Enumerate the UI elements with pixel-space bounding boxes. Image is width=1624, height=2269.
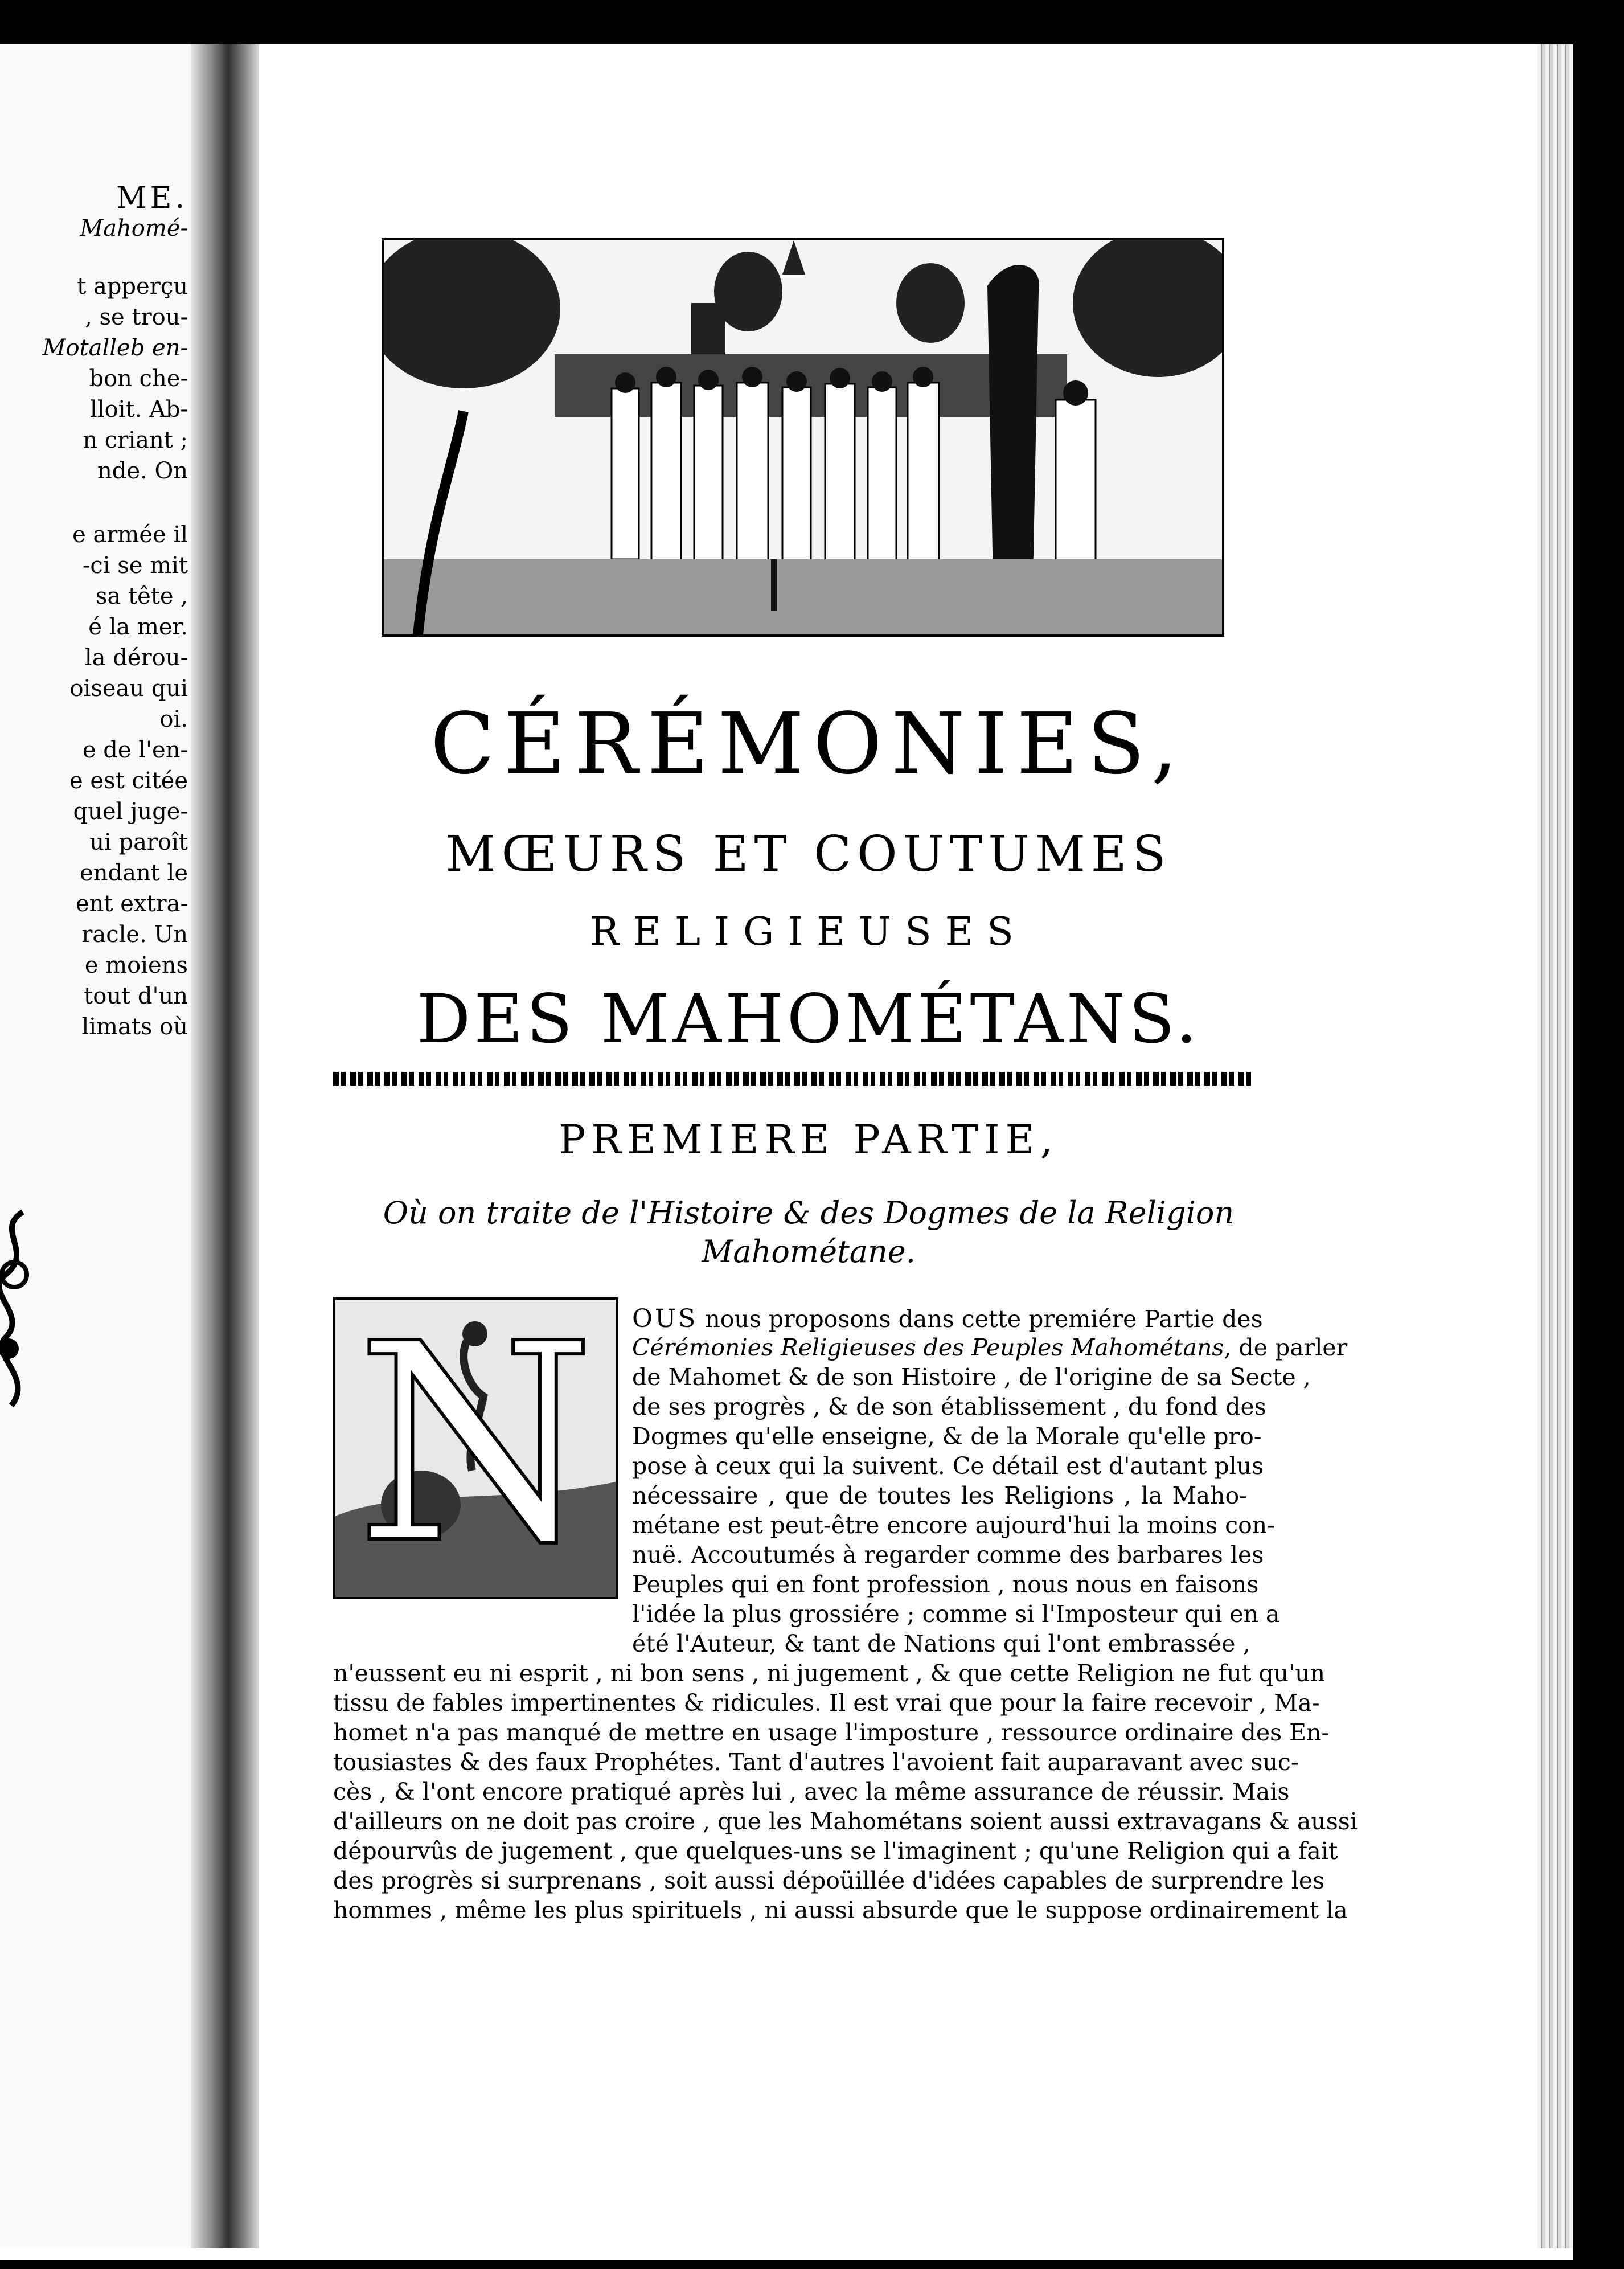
body-line-1-text: nous proposons dans cette premiére Partie des <box>705 1305 1263 1333</box>
body-line-1 <box>632 1304 1263 1333</box>
left-text-line: e armée il <box>72 522 188 548</box>
part-subtitle-line-2: Mahométane. <box>702 1234 916 1269</box>
body-line: cès , & l'ont encore pratiqué après lui , avec la même assurance de réussir. Mais <box>333 1778 1290 1805</box>
left-text-line: oiseau qui <box>69 675 188 702</box>
body-line: n'eussent eu ni esprit , ni bon sens , ni jugement , & que cette Religion ne fut qu'un <box>333 1660 1326 1687</box>
scan-border-bottom <box>0 2260 1624 2269</box>
title-ceremonies: CÉRÉMONIES, <box>430 695 1187 793</box>
left-text-line: ent extra- <box>75 891 188 917</box>
page-edge <box>1537 44 1573 2248</box>
left-text-line: ui paroît <box>89 829 188 855</box>
left-text-line: nde. On <box>97 458 188 484</box>
scan-border-right <box>1573 0 1624 2269</box>
scan-border-top <box>0 0 1624 44</box>
body-line: de Mahomet & de son Histoire , de l'origine de sa Secte , <box>632 1363 1311 1391</box>
left-facing-page <box>0 44 194 2248</box>
ornamental-rule <box>333 1072 1256 1086</box>
left-text-line: la dérou- <box>84 645 188 671</box>
drop-cap-letter: N <box>356 1300 595 1597</box>
left-text-line: Motalleb en- <box>42 335 188 361</box>
part-heading: PREMIERE PARTIE, <box>559 1116 1059 1163</box>
title-mahometans: DES MAHOMÉTANS. <box>416 980 1201 1058</box>
left-page-running-head: Mahomé- <box>80 215 188 241</box>
left-text-line: lloit. Ab- <box>90 396 188 423</box>
body-line: nécessaire , que de toutes les Religions , la Maho- <box>632 1482 1247 1509</box>
left-text-line: limats où <box>81 1014 188 1040</box>
body-line: l'idée la plus grossiére ; comme si l'Imposteur qui en a <box>632 1600 1280 1628</box>
left-text-line: e de l'en- <box>82 737 188 763</box>
left-text-line: tout d'un <box>84 983 188 1009</box>
body-line: Peuples qui en font profession , nous nous en faisons <box>632 1571 1259 1598</box>
left-page-ornament <box>0 1206 40 1411</box>
left-text-line: é la mer. <box>88 614 188 640</box>
title-religieuses: RELIGIEUSES <box>590 910 1027 955</box>
body-line: Dogmes qu'elle enseigne, & de la Morale qu'elle pro- <box>632 1423 1262 1450</box>
body-line: été l'Auteur, & tant de Nations qui l'ont embrassée , <box>632 1630 1250 1657</box>
body-line: hommes , même les plus spirituels , ni aussi absurde que le suppose ordinairement la <box>333 1897 1348 1924</box>
left-text-line: quel juge- <box>73 798 188 825</box>
left-text-line: e moiens <box>84 952 188 978</box>
left-page-header: ME. <box>116 181 188 215</box>
body-line: nuë. Accoutumés à regarder comme des barbares les <box>632 1541 1264 1568</box>
headpiece-engraving <box>382 238 1224 637</box>
body-line: tousiastes & des faux Prophétes. Tant d'autres l'avoient fait auparavant avec suc- <box>333 1748 1299 1776</box>
part-subtitle-line-1: Où on traite de l'Histoire & des Dogmes de la Religion <box>383 1195 1235 1231</box>
left-text-line: e est citée <box>69 768 188 794</box>
body-line: homet n'a pas manqué de mettre en usage l'imposture , ressource ordinaire des En- <box>333 1719 1330 1746</box>
left-text-line: sa tête , <box>95 583 188 609</box>
left-text-line: bon che- <box>89 366 188 392</box>
left-text-line: endant le <box>80 860 188 886</box>
body-line: des progrès si surprenans , soit aussi dépoüillée d'idées capables de surprendre les <box>333 1867 1325 1894</box>
book-gutter <box>191 44 259 2248</box>
title-moeurs-coutumes: MŒURS ET COUTUMES <box>445 826 1172 883</box>
body-line: dépourvûs de jugement , que quelques-uns se l'imaginent ; qu'une Religion qui a fait <box>333 1837 1338 1865</box>
left-text-line: racle. Un <box>81 921 188 948</box>
drop-cap-illustration <box>333 1297 618 1599</box>
book-title-italic: Cérémonies Religieuses des Peuples Mahométans <box>632 1334 1224 1361</box>
body-line: de ses progrès , & de son établissement , du fond des <box>632 1393 1266 1420</box>
body-line-2-text: , de parler <box>1224 1334 1348 1361</box>
body-line: d'ailleurs on ne doit pas croire , que les Mahométans soient aussi extravagans & aussi <box>333 1808 1358 1835</box>
left-text-line: , se trou- <box>85 304 188 330</box>
first-word-rest: OUS <box>632 1304 698 1333</box>
left-text-line: t apperçu <box>77 273 188 300</box>
left-text-line: -ci se mit <box>82 552 188 579</box>
left-text-line: oi. <box>159 706 188 732</box>
body-line: pose à ceux qui la suivent. Ce détail est d'autant plus <box>632 1452 1264 1480</box>
body-line: tissu de fables impertinentes & ridicules. Il est vrai que pour la faire recevoir , Ma- <box>333 1689 1320 1717</box>
body-line-2 <box>632 1334 1348 1361</box>
body-line: métane est peut-être encore aujourd'hui la moins con- <box>632 1512 1276 1539</box>
left-text-line: n criant ; <box>83 427 188 453</box>
